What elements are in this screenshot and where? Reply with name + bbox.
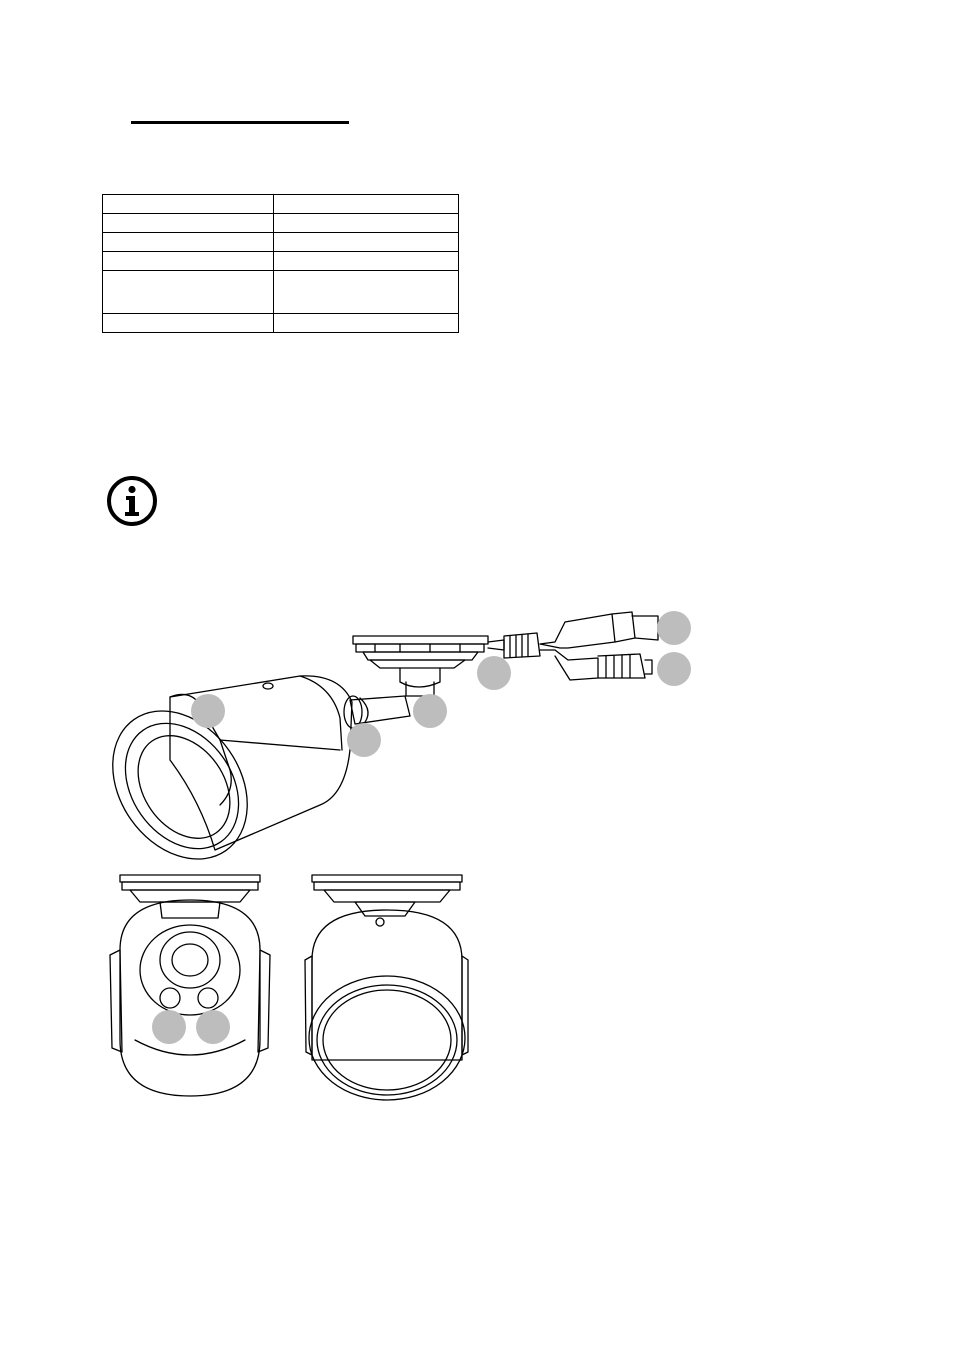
table-cell [103, 195, 274, 214]
callout-marker [657, 652, 691, 686]
section-heading-underline [131, 121, 349, 124]
spec-table [102, 194, 459, 333]
mount-plate-top [353, 636, 488, 696]
table-cell [274, 314, 459, 333]
callout-marker [191, 694, 225, 728]
table-cell [103, 314, 274, 333]
table-cell [274, 195, 459, 214]
camera-figure [100, 600, 720, 1105]
mount-arm [344, 696, 410, 728]
table-cell [274, 271, 459, 314]
table-row [103, 214, 459, 233]
table-row [103, 233, 459, 252]
callout-marker [152, 1010, 186, 1044]
table-cell [103, 271, 274, 314]
table-row [103, 252, 459, 271]
info-icon [106, 475, 158, 527]
table-cell [274, 214, 459, 233]
table-cell [274, 233, 459, 252]
cable-connectors [488, 612, 658, 680]
table-cell [103, 214, 274, 233]
table-cell [103, 233, 274, 252]
table-row [103, 314, 459, 333]
camera-front-view [110, 875, 270, 1096]
camera-body [100, 676, 352, 885]
table-row [103, 271, 459, 314]
callout-marker [347, 723, 381, 757]
table-row [103, 195, 459, 214]
table-cell [103, 252, 274, 271]
callout-marker [477, 656, 511, 690]
table-cell [274, 252, 459, 271]
callout-marker [657, 611, 691, 645]
callout-marker [196, 1010, 230, 1044]
camera-back-view [305, 875, 468, 1100]
callout-marker [413, 694, 447, 728]
